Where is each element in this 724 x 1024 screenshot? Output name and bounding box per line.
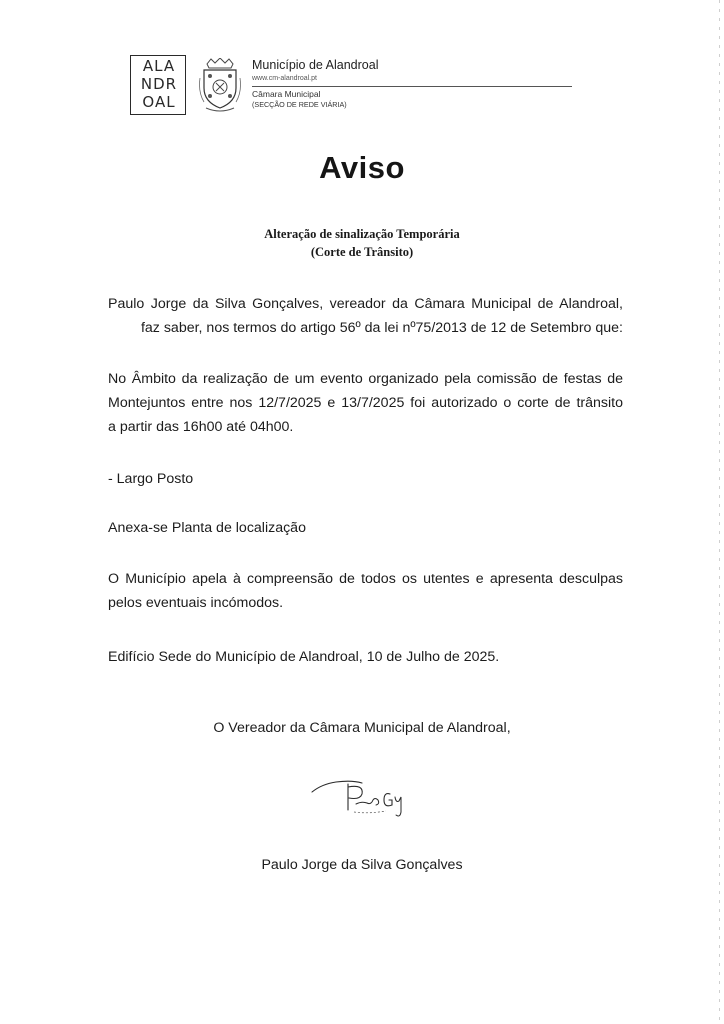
apology-line-1: O Município apela à compreensão de todos os utentes e apresenta desculpas [108, 571, 623, 587]
signatory-name: Paulo Jorge da Silva Gonçalves [261, 857, 463, 873]
signatory-role: O Vereador da Câmara Municipal de Alandroal, [213, 720, 511, 736]
notice-subtitle-line1: Alteração de sinalização Temporária [264, 227, 460, 241]
logo-line-3: OAL [142, 93, 176, 111]
apology-line-2: pelos eventuais incómodos. [108, 595, 284, 611]
page-edge [719, 0, 720, 1024]
header-title: Município de Alandroal [252, 58, 379, 72]
header-url: www.cm-alandroal.pt [252, 75, 317, 82]
alandroal-logo [130, 55, 186, 115]
notice-title: Aviso [319, 150, 405, 185]
handwritten-signature [306, 770, 416, 826]
apology-paragraph [108, 567, 623, 615]
scope-paragraph [108, 367, 623, 439]
intro-paragraph [108, 292, 623, 340]
annex-note: Anexa-se Planta de localização [108, 520, 306, 536]
logo-line-2: NDR [140, 75, 178, 93]
place-date: Edifício Sede do Município de Alandroal, 10 de Julho de 2025. [108, 649, 500, 665]
intro-line-1: Paulo Jorge da Silva Gonçalves, vereador da Câmara Municipal de Alandroal, [108, 296, 623, 312]
scope-line-1: No Âmbito da realização de um evento organizado pela comissão de festas de [108, 371, 623, 387]
header-divider [252, 86, 572, 87]
location-item: - Largo Posto [108, 471, 194, 487]
logo-line-1: ALA [142, 57, 176, 75]
notice-subtitle-line2: (Corte de Trânsito) [310, 245, 414, 259]
scope-line-3: a partir das 16h00 até 04h00. [108, 419, 294, 435]
intro-line-2: faz saber, nos termos do artigo 56º da lei nº75/2013 de 12 de Setembro que: [140, 320, 623, 336]
header-subtitle: Câmara Municipal [252, 89, 321, 99]
header-section: (SECÇÃO DE REDE VIÁRIA) [252, 100, 347, 109]
municipal-crest-icon [198, 58, 242, 112]
scope-line-2: Montejuntos entre nos 12/7/2025 e 13/7/2025 foi autorizado o corte de trânsito [108, 395, 623, 411]
